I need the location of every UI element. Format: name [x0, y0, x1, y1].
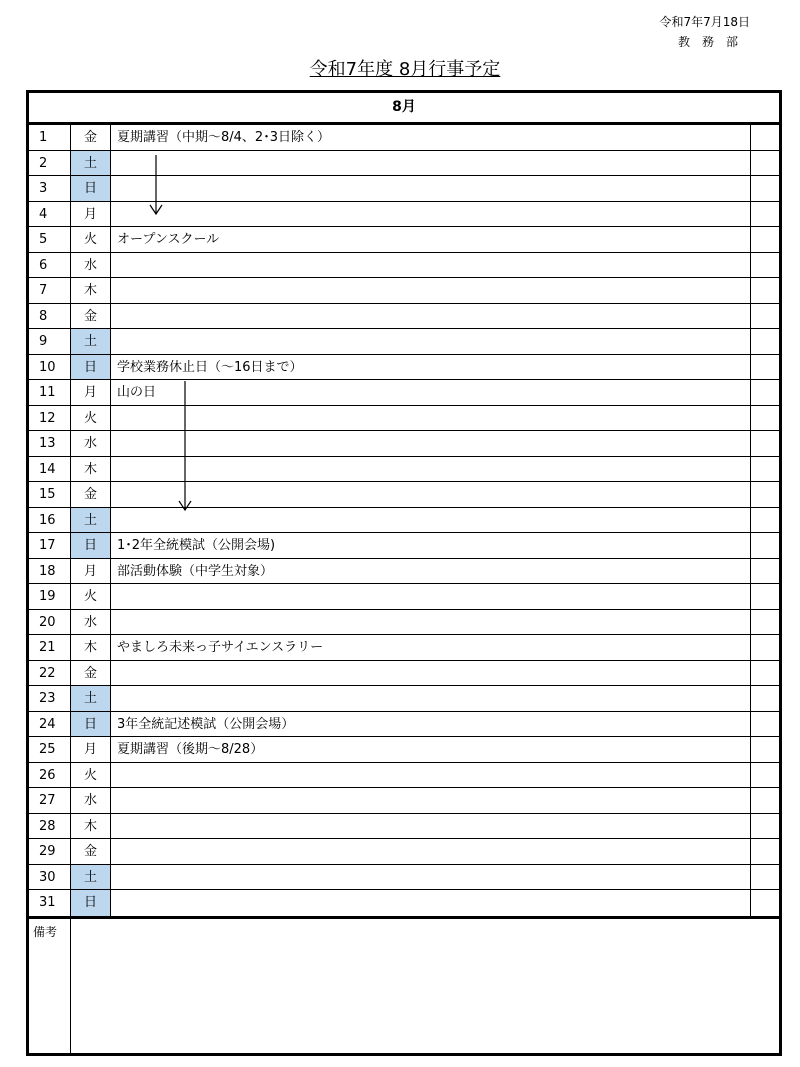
weekday: 月 — [71, 559, 111, 584]
day-number: 10 — [29, 355, 71, 380]
event-cell — [111, 763, 751, 788]
extra-cell — [751, 839, 779, 864]
extra-cell — [751, 457, 779, 482]
table-row — [29, 584, 779, 610]
event-cell — [111, 814, 751, 839]
day-number: 2 — [29, 151, 71, 176]
extra-cell — [751, 890, 779, 916]
weekday: 金 — [71, 125, 111, 150]
day-number: 31 — [29, 890, 71, 916]
table-row — [29, 355, 779, 381]
page-title: 令和7年度 8月行事予定 — [309, 59, 501, 80]
event-cell — [111, 890, 751, 916]
event-cell: 部活動体験（中学生対象） — [111, 559, 751, 584]
event-cell: 学校業務休止日（～16日まで） — [111, 355, 751, 380]
table-row — [29, 610, 779, 636]
weekday: 木 — [71, 278, 111, 303]
weekday: 火 — [71, 227, 111, 252]
event-cell — [111, 304, 751, 329]
event-cell: 1･2年全統模試（公開会場) — [111, 533, 751, 558]
day-number: 15 — [29, 482, 71, 507]
extra-cell — [751, 151, 779, 176]
day-number: 19 — [29, 584, 71, 609]
day-number: 25 — [29, 737, 71, 762]
weekday: 火 — [71, 584, 111, 609]
event-cell — [111, 482, 751, 507]
table-row — [29, 661, 779, 687]
extra-cell — [751, 125, 779, 150]
event-cell — [111, 610, 751, 635]
weekday: 木 — [71, 457, 111, 482]
weekday: 土 — [71, 686, 111, 711]
extra-cell — [751, 610, 779, 635]
extra-cell — [751, 380, 779, 405]
remarks-section — [29, 916, 779, 1053]
extra-cell — [751, 355, 779, 380]
day-number: 6 — [29, 253, 71, 278]
event-cell — [111, 457, 751, 482]
day-number: 17 — [29, 533, 71, 558]
extra-cell — [751, 176, 779, 201]
table-row — [29, 533, 779, 559]
extra-cell — [751, 559, 779, 584]
table-row — [29, 202, 779, 228]
table-row — [29, 304, 779, 330]
event-cell — [111, 278, 751, 303]
day-number: 8 — [29, 304, 71, 329]
day-number: 20 — [29, 610, 71, 635]
weekday: 水 — [71, 431, 111, 456]
table-row — [29, 890, 779, 916]
day-number: 12 — [29, 406, 71, 431]
day-number: 27 — [29, 788, 71, 813]
extra-cell — [751, 737, 779, 762]
event-cell: オープンスクール — [111, 227, 751, 252]
weekday: 金 — [71, 304, 111, 329]
weekday: 土 — [71, 508, 111, 533]
table-row — [29, 457, 779, 483]
day-number: 30 — [29, 865, 71, 890]
day-number: 9 — [29, 329, 71, 354]
weekday: 火 — [71, 406, 111, 431]
extra-cell — [751, 635, 779, 660]
table-row — [29, 508, 779, 534]
event-cell: 夏期講習（後期～8/28） — [111, 737, 751, 762]
extra-cell — [751, 661, 779, 686]
table-row — [29, 737, 779, 763]
table-row — [29, 329, 779, 355]
day-number: 18 — [29, 559, 71, 584]
extra-cell — [751, 253, 779, 278]
table-row — [29, 380, 779, 406]
extra-cell — [751, 482, 779, 507]
event-cell — [111, 329, 751, 354]
day-number: 29 — [29, 839, 71, 864]
weekday: 木 — [71, 635, 111, 660]
table-row — [29, 788, 779, 814]
day-number: 23 — [29, 686, 71, 711]
extra-cell — [751, 202, 779, 227]
event-cell — [111, 253, 751, 278]
extra-cell — [751, 278, 779, 303]
extra-cell — [751, 712, 779, 737]
table-row — [29, 431, 779, 457]
day-number: 24 — [29, 712, 71, 737]
extra-cell — [751, 788, 779, 813]
day-number: 5 — [29, 227, 71, 252]
issue-date: 令和7年7月18日 — [659, 15, 750, 29]
table-row — [29, 151, 779, 177]
day-number: 1 — [29, 125, 71, 150]
event-cell: やましろ未来っ子サイエンスラリー — [111, 635, 751, 660]
extra-cell — [751, 329, 779, 354]
weekday: 日 — [71, 533, 111, 558]
table-row — [29, 712, 779, 738]
day-number: 28 — [29, 814, 71, 839]
table-row — [29, 635, 779, 661]
table-row — [29, 763, 779, 789]
weekday: 水 — [71, 253, 111, 278]
table-row — [29, 278, 779, 304]
table-row — [29, 125, 779, 151]
weekday: 土 — [71, 865, 111, 890]
weekday: 土 — [71, 329, 111, 354]
day-number: 3 — [29, 176, 71, 201]
event-cell — [111, 508, 751, 533]
day-number: 21 — [29, 635, 71, 660]
weekday: 月 — [71, 202, 111, 227]
remarks-label: 備考 — [29, 919, 71, 1053]
arrow-icon — [178, 381, 192, 513]
table-row — [29, 406, 779, 432]
weekday: 月 — [71, 380, 111, 405]
day-number: 16 — [29, 508, 71, 533]
table-row — [29, 227, 779, 253]
event-cell — [111, 406, 751, 431]
weekday: 日 — [71, 176, 111, 201]
event-cell — [111, 431, 751, 456]
weekday: 日 — [71, 712, 111, 737]
table-row — [29, 839, 779, 865]
day-number: 4 — [29, 202, 71, 227]
event-cell — [111, 584, 751, 609]
event-cell — [111, 839, 751, 864]
event-cell: 夏期講習（中期～8/4、2･3日除く） — [111, 125, 751, 150]
weekday: 水 — [71, 610, 111, 635]
extra-cell — [751, 227, 779, 252]
table-row — [29, 559, 779, 585]
event-cell: 3年全統記述模試（公開会場） — [111, 712, 751, 737]
weekday: 火 — [71, 763, 111, 788]
arrow-icon — [149, 155, 163, 217]
extra-cell — [751, 431, 779, 456]
day-number: 13 — [29, 431, 71, 456]
weekday: 水 — [71, 788, 111, 813]
extra-cell — [751, 508, 779, 533]
event-cell — [111, 151, 751, 176]
weekday: 金 — [71, 661, 111, 686]
table-row — [29, 176, 779, 202]
table-row — [29, 686, 779, 712]
extra-cell — [751, 814, 779, 839]
schedule-table — [26, 90, 782, 1056]
event-cell — [111, 176, 751, 201]
extra-cell — [751, 686, 779, 711]
table-row — [29, 814, 779, 840]
table-row — [29, 253, 779, 279]
extra-cell — [751, 865, 779, 890]
extra-cell — [751, 584, 779, 609]
event-cell: 山の日 — [111, 380, 751, 405]
event-cell — [111, 788, 751, 813]
schedule-rows — [29, 125, 779, 916]
weekday: 木 — [71, 814, 111, 839]
day-number: 7 — [29, 278, 71, 303]
weekday: 金 — [71, 839, 111, 864]
department: 教務部 — [677, 35, 750, 49]
day-number: 26 — [29, 763, 71, 788]
event-cell — [111, 202, 751, 227]
weekday: 月 — [71, 737, 111, 762]
event-cell — [111, 686, 751, 711]
weekday: 日 — [71, 890, 111, 916]
weekday: 土 — [71, 151, 111, 176]
event-cell — [111, 865, 751, 890]
weekday: 日 — [71, 355, 111, 380]
extra-cell — [751, 533, 779, 558]
month-header: 8月 — [29, 93, 779, 125]
extra-cell — [751, 406, 779, 431]
day-number: 22 — [29, 661, 71, 686]
table-row — [29, 482, 779, 508]
day-number: 14 — [29, 457, 71, 482]
weekday: 金 — [71, 482, 111, 507]
day-number: 11 — [29, 380, 71, 405]
extra-cell — [751, 763, 779, 788]
extra-cell — [751, 304, 779, 329]
event-cell — [111, 661, 751, 686]
table-row — [29, 865, 779, 891]
